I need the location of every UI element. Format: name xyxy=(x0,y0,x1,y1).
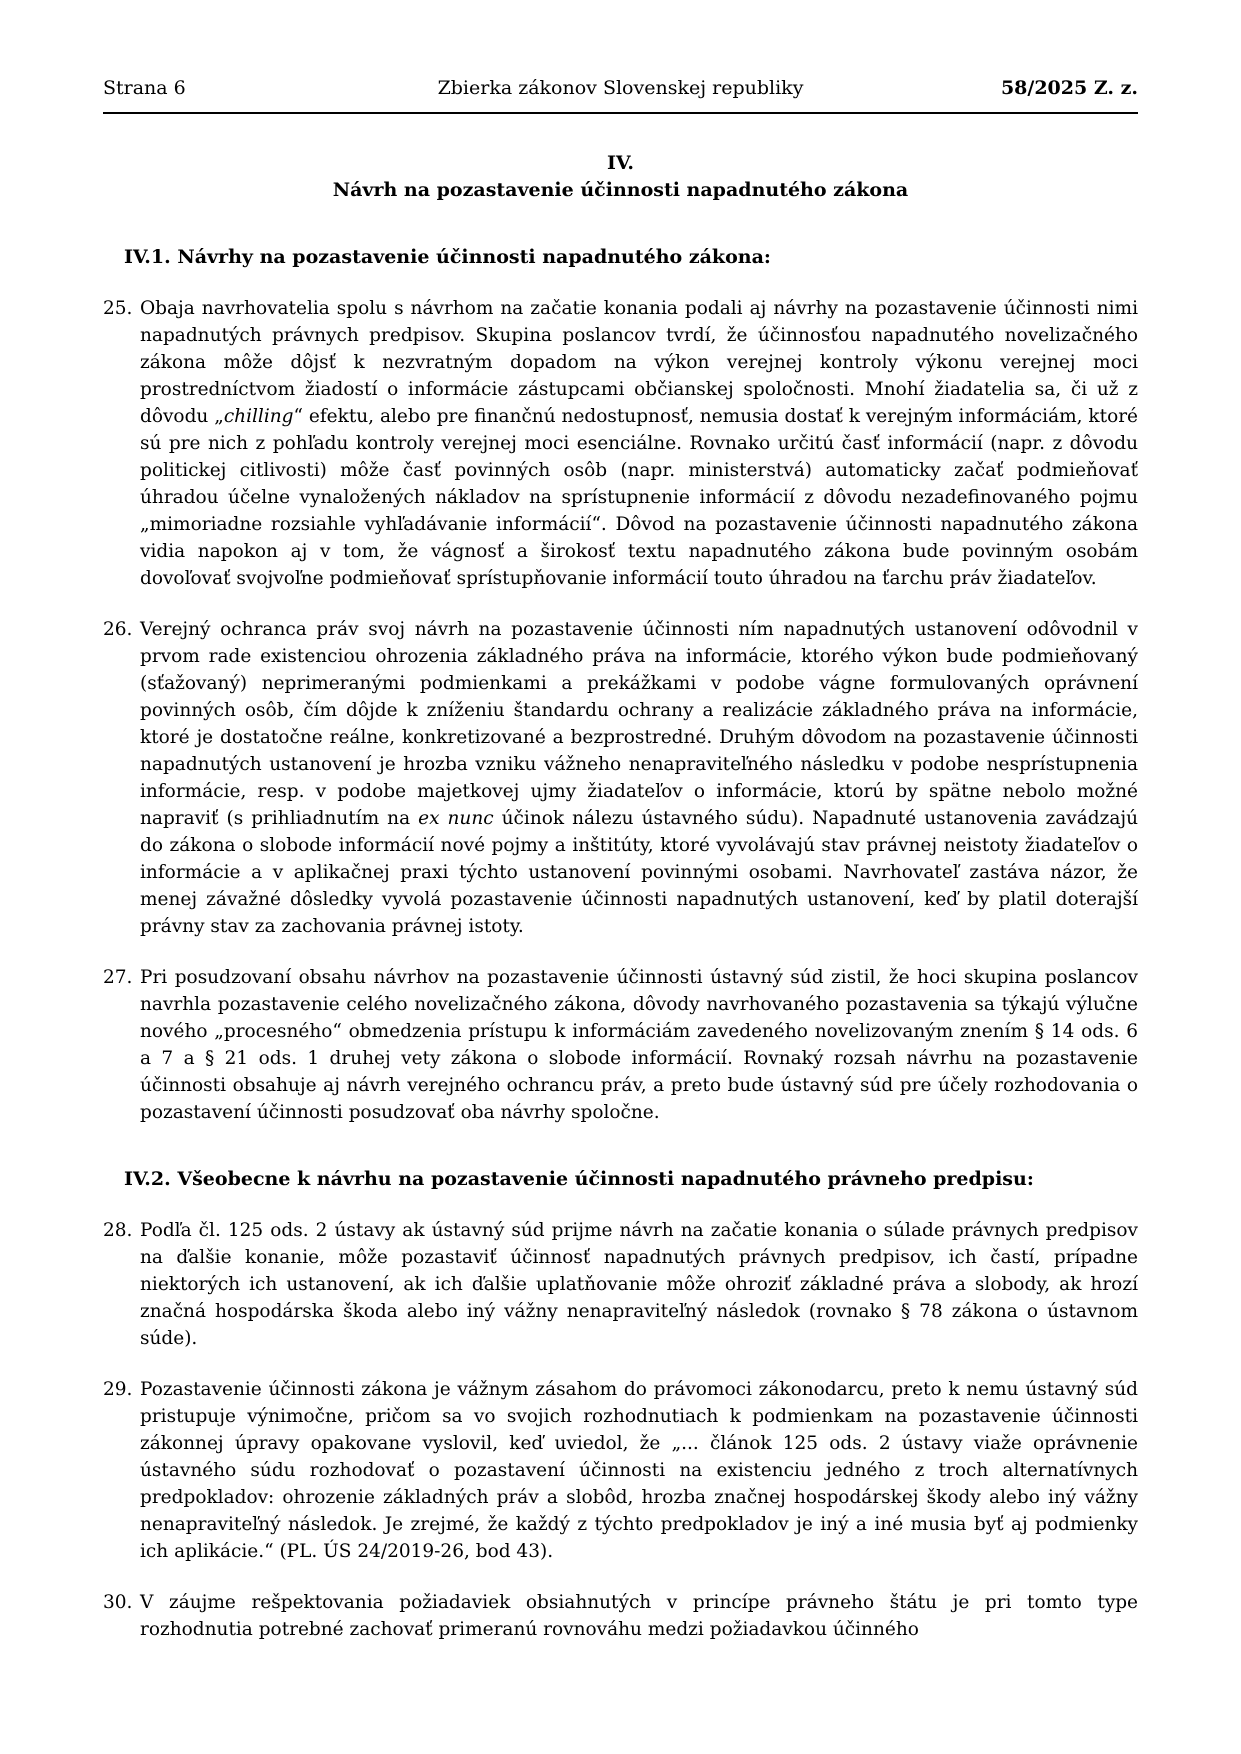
subsection-heading: IV.1. Návrhy na pozastavenie účinnosti napadnutého zákona: xyxy=(124,246,771,268)
sections-container xyxy=(103,244,1138,1643)
subsection-heading: IV.2. Všeobecne k návrhu na pozastavenie účinnosti napadnutého právneho predpisu: xyxy=(124,1168,1034,1190)
document-section xyxy=(103,244,1138,1126)
document-title-block xyxy=(103,150,1138,204)
section-roman-number: IV. xyxy=(607,152,634,174)
paragraph-number: 26. xyxy=(103,619,133,640)
numbered-paragraph xyxy=(103,295,1138,592)
paragraph-number: 27. xyxy=(103,967,133,988)
numbered-paragraph xyxy=(103,964,1138,1126)
page-number-label: Strana 6 xyxy=(103,77,186,99)
paragraph-text: Podľa čl. 125 ods. 2 ústavy ak ústavný súd prijme návrh na začatie konania o súlade právnych predpisov na ďalšie konanie, môže pozastaviť účinnosť napadnutých právnych predpisov, ich častí, prípadne niektorých ich ustanovení, ak ich ďalšie uplatňovanie môže ohroziť základné práva a slobody, ak hrozí značná hospodárska škoda alebo iný vážny nenapraviteľný následok (rovnako § 78 zákona o ústavnom súde). xyxy=(140,1220,1138,1349)
page-header xyxy=(103,0,1138,114)
numbered-paragraph xyxy=(103,616,1138,940)
numbered-paragraph xyxy=(103,1217,1138,1352)
section-title: Návrh na pozastavenie účinnosti napadnutého zákona xyxy=(332,179,909,201)
paragraph-text: Pozastavenie účinnosti zákona je vážnym zásahom do právomoci zákonodarcu, preto k nemu ústavný súd pristupuje výnimočne, pričom sa vo svojich rozhodnutiach k podmienkam na pozastavenie účinnosti zákonnej úpravy opakovane vyslovil, keď uviedol, že „... článok 125 ods. 2 ústavy viaže oprávnenie ústavného súdu rozhodovať o pozastavení účinnosti na existenciu jedného z troch alternatívnych predpokladov: ohrozenie základných práv a slobôd, hrozba značnej hospodárskej škody alebo iný vážny nenapraviteľný následok. Je zrejmé, že každý z týchto predpokladov je iný a iné musia byť aj podmienky ich aplikácie.“ (PL. ÚS 24/2019-26, bod 43). xyxy=(140,1379,1138,1562)
paragraph-number: 25. xyxy=(103,298,133,319)
paragraph-text: Verejný ochranca práv svoj návrh na pozastavenie účinnosti ním napadnutých ustanovení odôvodnil v prvom rade existenciou ohrozenia základného práva na informácie, ktorého výkon bude podmieňovaný (sťažovaný) neprimeranými podmienkami a prekážkami v podobe vágne formulovaných oprávnení povinných osôb, čím dôjde k zníženiu štandardu ochrany a realizácie základného práva na informácie, ktoré je dostatočne reálne, konkretizované a bezprostredné. Druhým dôvodom na pozastavenie účinnosti napadnutých ustanovení je hrozba vzniku vážneho nenapraviteľného následku v podobe nesprístupnenia informácie, resp. v podobe majetkovej ujmy žiadateľov o informácie, ktorú by spätne nebolo možné napraviť (s prihliadnutím na ex nunc účinok nálezu ústavného súdu). Napadnuté ustanovenia zavádzajú do zákona o slobode informácií nové pojmy a inštitúty, ktoré vyvolávajú stav právnej neistoty žiadateľov o informácie a v aplikačnej praxi týchto ustanovení povinnými osobami. Navrhovateľ zastáva názor, že menej závažné dôsledky vyvolá pozastavenie účinnosti napadnutých ustanovení, keď by platil doterajší právny stav za zachovania právnej istoty. xyxy=(140,619,1138,937)
paragraph-number: 28. xyxy=(103,1220,133,1241)
paragraph-text: Obaja navrhovatelia spolu s návrhom na začatie konania podali aj návrhy na pozastavenie účinnosti nimi napadnutých právnych predpisov. Skupina poslancov tvrdí, že účinnosťou napadnutého novelizačného zákona môže dôjsť k nezvratným dopadom na výkon verejnej kontroly výkonu verejnej moci prostredníctvom žiadostí o informácie zástupcami občianskej spoločnosti. Mnohí žiadatelia sa, či už z dôvodu „chilling“ efektu, alebo pre finančnú nedostupnosť, nemusia dostať k verejným informáciám, ktoré sú pre nich z pohľadu kontroly verejnej moci esenciálne. Rovnako určitú časť informácií (napr. z dôvodu politickej citlivosti) môže časť povinných osôb (napr. ministerstvá) automaticky začať podmieňovať úhradou účelne vynaložených nákladov na sprístupnenie informácií z dôvodu nezadefinovaného pojmu „mimoriadne rozsiahle vyhľadávanie informácií“. Dôvod na pozastavenie účinnosti napadnutého zákona vidia napokon aj v tom, že vágnosť a širokosť textu napadnutého zákona bude povinným osobám dovoľovať svojvoľne podmieňovať sprístupňovanie informácií touto úhradou na ťarchu práv žiadateľov. xyxy=(140,298,1138,589)
numbered-paragraph xyxy=(103,1589,1138,1643)
paragraph-number: 30. xyxy=(103,1592,133,1613)
paragraph-text: V záujme rešpektovania požiadaviek obsiahnutých v princípe právneho štátu je pri tomto type rozhodnutia potrebné zachovať primeranú rovnováhu medzi požiadavkou účinného xyxy=(140,1592,1138,1640)
collection-title: Zbierka zákonov Slovenskej republiky xyxy=(437,77,804,99)
paragraph-number: 29. xyxy=(103,1379,133,1400)
document-section xyxy=(103,1166,1138,1643)
numbered-paragraph xyxy=(103,1376,1138,1565)
document-body xyxy=(103,150,1138,1643)
document-number: 58/2025 Z. z. xyxy=(1000,77,1138,99)
paragraph-text: Pri posudzovaní obsahu návrhov na pozastavenie účinnosti ústavný súd zistil, že hoci skupina poslancov navrhla pozastavenie celého novelizačného zákona, dôvody navrhovaného pozastavenia sa týkajú výlučne nového „procesného“ obmedzenia prístupu k informáciám zavedeného novelizovaným znením § 14 ods. 6 a 7 a § 21 ods. 1 druhej vety zákona o slobode informácií. Rovnaký rozsah návrhu na pozastavenie účinnosti obsahuje aj návrh verejného ochrancu práv, a preto bude ústavný súd pre účely rozhodovania o pozastavení účinnosti posudzovať oba návrhy spoločne. xyxy=(140,967,1138,1123)
